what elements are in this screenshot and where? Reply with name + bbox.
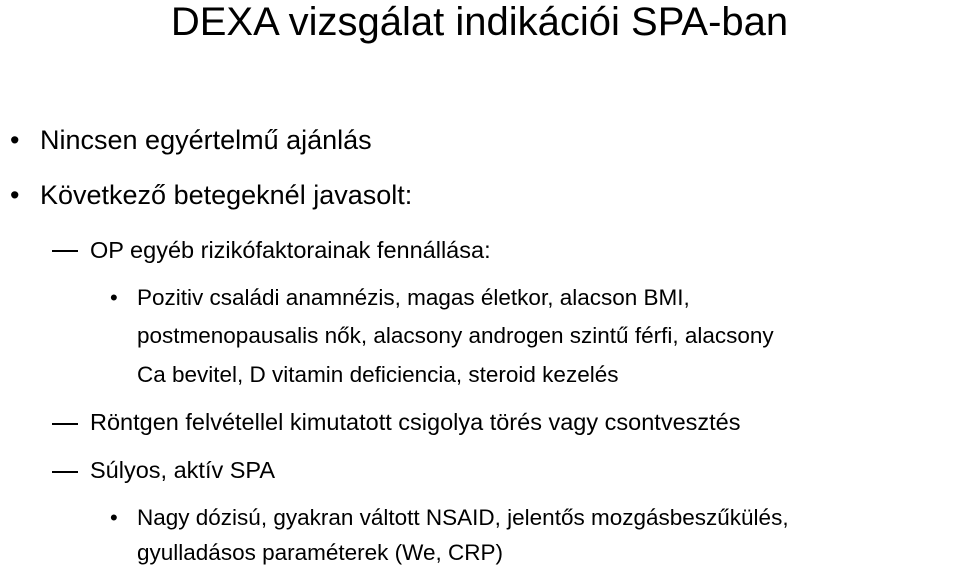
dash-icon: [52, 250, 78, 252]
bullet-dot-icon: •: [110, 505, 118, 530]
risk-factors-line-1: Pozitiv családi anamnézis, magas életkor, alacson BMI,: [137, 285, 690, 310]
bullet-dot-icon: •: [10, 180, 20, 210]
severe-spa-line-1: Nagy dózisú, gyakran váltott NSAID, jelentős mozgásbeszűkülés,: [137, 505, 789, 530]
subbullet-op-risk-factors: OP egyéb rizikófaktorainak fennállása:: [90, 237, 491, 263]
risk-factors-line-3: Ca bevitel, D vitamin deficiencia, steroid kezelés: [137, 362, 619, 387]
dash-icon: [52, 423, 78, 425]
bullet-dot-icon: •: [110, 285, 118, 310]
bullet-recommended-for: Következő betegeknél javasolt:: [40, 180, 413, 210]
subbullet-xray-fracture: Röntgen felvétellel kimutatott csigolya törés vagy csontvesztés: [90, 409, 741, 435]
slide-title: DEXA vizsgálat indikációi SPA-ban: [170, 0, 789, 44]
bullet-no-clear-recommendation: Nincsen egyértelmű ajánlás: [40, 125, 372, 155]
dash-icon: [52, 471, 78, 473]
bullet-dot-icon: •: [10, 125, 20, 155]
subbullet-severe-active-spa: Súlyos, aktív SPA: [90, 457, 276, 483]
risk-factors-line-2: postmenopausalis nők, alacsony androgen szintű férfi, alacsony: [137, 323, 774, 348]
severe-spa-line-2: gyulladásos paraméterek (We, CRP): [137, 540, 503, 565]
